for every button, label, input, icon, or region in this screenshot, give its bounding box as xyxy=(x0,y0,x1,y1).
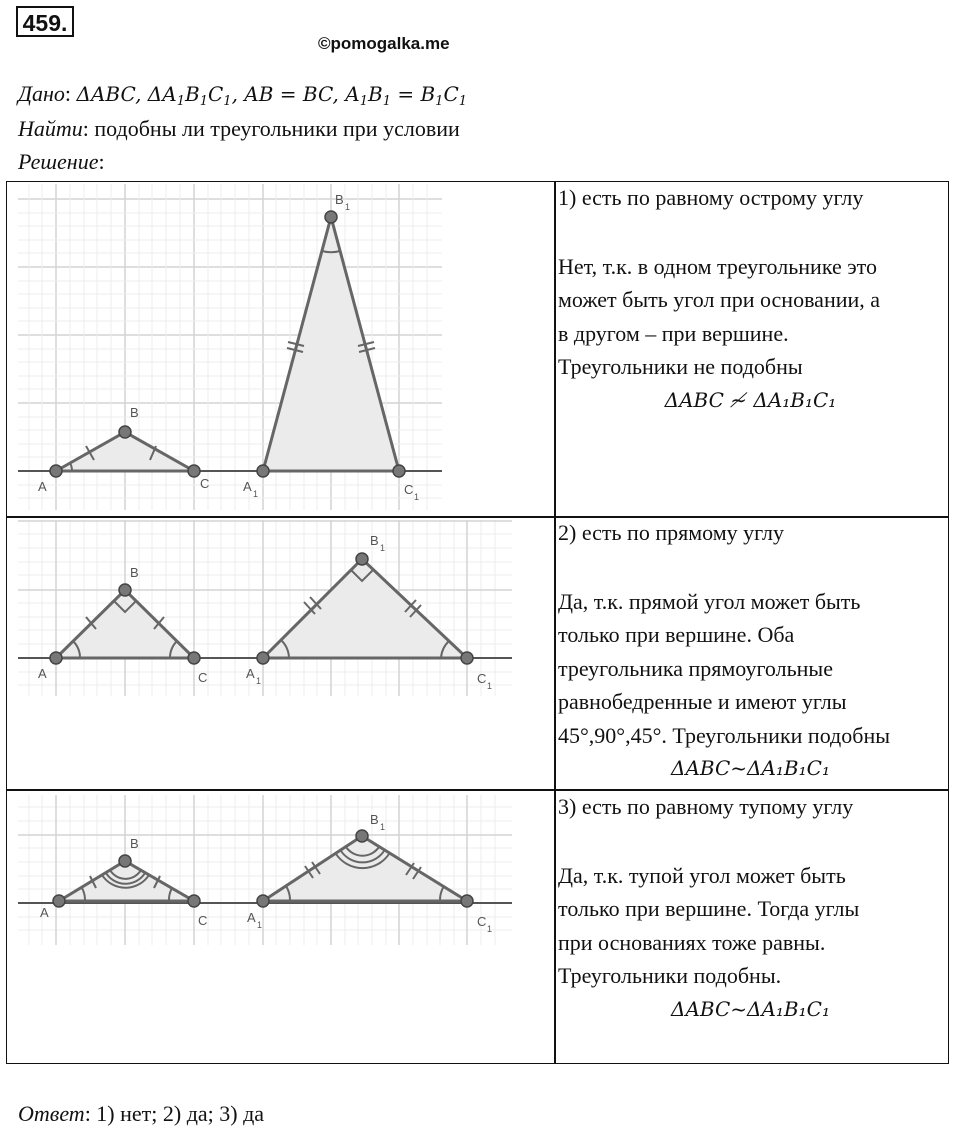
solution-label: Решение xyxy=(18,149,99,174)
label-c-2: C xyxy=(198,670,208,685)
label-c-1: C xyxy=(200,476,210,491)
label-c1-sub-1: 1 xyxy=(414,492,420,502)
label-b1-1: B xyxy=(335,192,344,207)
row-3-line-2: только при вершине. Тогда углы xyxy=(558,896,860,921)
given-formula: ΔABC, $\Delta A_1B_1C_1$, AB = BC, $A_1B_1 = B_1C_1$ xyxy=(76,82,468,109)
label-a-2: A xyxy=(38,666,47,681)
label-c-3: C xyxy=(198,913,208,928)
row-1-line-1: Нет, т.к. в одном треугольнике это xyxy=(558,253,877,279)
answer-label: Ответ xyxy=(18,1101,85,1126)
row-2-line-2: только при вершине. Оба xyxy=(558,622,795,647)
watermark: ©pomogalka.me xyxy=(318,34,450,53)
label-b-3: B xyxy=(130,836,139,851)
label-c1-1: C xyxy=(404,482,414,497)
row-2-line-3: треугольника прямоугольные xyxy=(558,655,833,681)
label-b1-sub-3: 1 xyxy=(380,822,386,832)
row-1-line-2: может быть угол при основании, а xyxy=(558,287,881,312)
label-b1-sub-2: 1 xyxy=(380,543,386,553)
label-b1-3: B xyxy=(370,812,379,827)
row-3-line-1: Да, т.к. тупой угол может быть xyxy=(558,862,846,888)
given-label: Дано xyxy=(18,81,65,106)
figure-2 xyxy=(18,520,512,696)
label-a-1: A xyxy=(38,479,47,494)
label-a-3: A xyxy=(40,905,49,920)
row-3-formula: ΔABC~ΔA₁B₁C₁ xyxy=(671,996,830,1021)
answer-text: : 1) нет; 2) да; 3) да xyxy=(84,1101,265,1126)
row-3-line-4: Треугольники подобны. xyxy=(558,963,782,988)
label-a1-1: A xyxy=(243,479,252,494)
row-3-title: 3) есть по равному тупому углу xyxy=(558,794,854,819)
row-1-line-4: Треугольники не подобны xyxy=(558,354,803,379)
figure-3 xyxy=(18,795,512,945)
label-c1-2: C xyxy=(477,671,487,686)
label-b1-sub-1: 1 xyxy=(345,202,351,212)
given-sep: : xyxy=(64,81,77,106)
row-2-formula: ΔABC~ΔA₁B₁C₁ xyxy=(671,756,830,780)
solution-text: : xyxy=(98,149,105,174)
label-a1-2: A xyxy=(246,666,255,681)
row-2-line-5: 45°,90°,45°. Треугольники подобны xyxy=(558,722,890,748)
row-2-title: 2) есть по прямому углу xyxy=(558,520,785,545)
label-a1-sub-3: 1 xyxy=(257,920,263,930)
label-b1-2: B xyxy=(370,533,379,548)
find-label: Найти xyxy=(18,116,83,141)
row-3-line-3: при основаниях тоже равны. xyxy=(558,929,826,955)
task-number: 459. xyxy=(16,6,74,37)
row-1-title: 1) есть по равному острому углу xyxy=(558,185,864,210)
row-2-line-4: равнобедренные и имеют углы xyxy=(558,689,847,714)
label-b-2: B xyxy=(130,565,139,580)
find-text: : подобны ли треугольники при условии xyxy=(82,116,460,141)
figure-1 xyxy=(18,184,442,510)
label-a1-sub-1: 1 xyxy=(253,489,259,499)
label-c1-sub-2: 1 xyxy=(487,681,493,691)
label-a1-3: A xyxy=(247,910,256,925)
label-a1-sub-2: 1 xyxy=(256,676,262,686)
label-c1-sub-3: 1 xyxy=(487,924,493,934)
row-1-line-3: в другом – при вершине. xyxy=(558,320,789,346)
answer-line xyxy=(18,1100,264,1128)
row-1-formula: ΔABC ≁ ΔA₁B₁C₁ xyxy=(664,387,837,412)
row-2-line-1: Да, т.к. прямой угол может быть xyxy=(558,588,861,614)
label-c1-3: C xyxy=(477,914,487,929)
label-b-1: B xyxy=(130,405,139,420)
